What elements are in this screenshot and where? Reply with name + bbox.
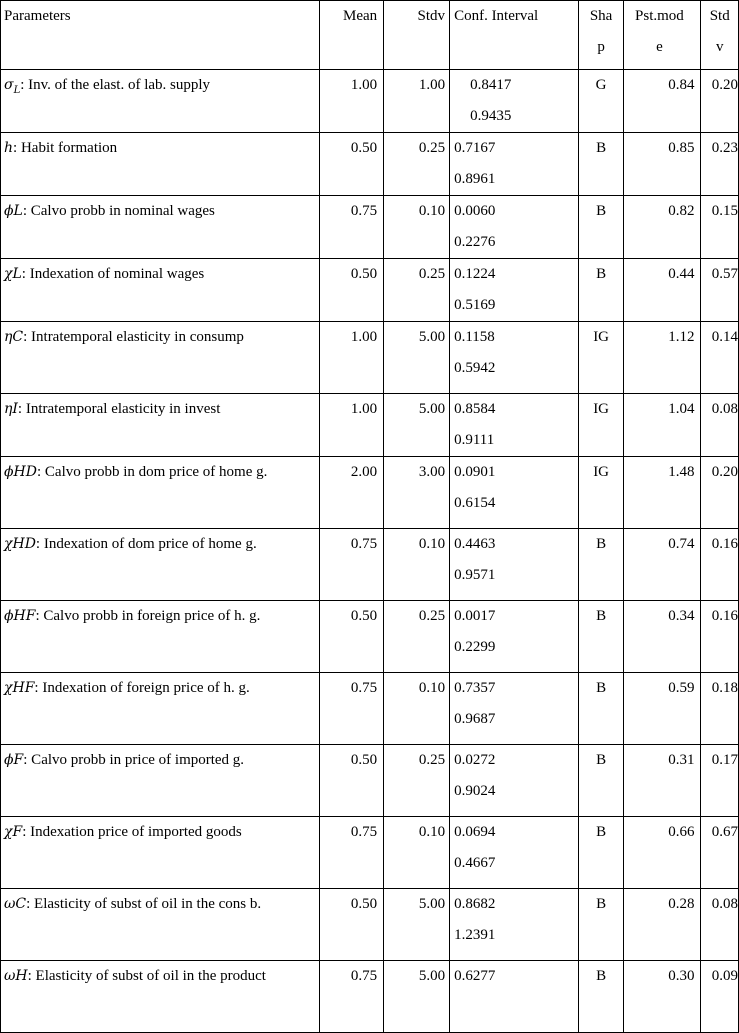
conf-interval-cell: [450, 322, 579, 394]
std-cell: 0.18: [701, 673, 739, 745]
pst-mode-cell: 0.28: [624, 889, 701, 961]
conf-interval-cell: [450, 961, 579, 1033]
std-cell: 0.08: [701, 394, 739, 457]
header-conf-interval: Conf. Interval: [450, 1, 579, 70]
param-cell: [1, 259, 320, 322]
shape-cell: B: [578, 745, 624, 817]
header-shape-line2: p: [597, 39, 605, 55]
ci-upper: 0.5169: [454, 297, 496, 313]
std-cell: 0.20: [701, 457, 739, 529]
mean-cell: 0.50: [320, 745, 384, 817]
shape-cell: B: [578, 196, 624, 259]
param-symbol: $\sigma_L$: [4, 77, 21, 96]
param-symbol: χL: [4, 266, 22, 282]
param-cell: [1, 889, 320, 961]
param-cell: [1, 745, 320, 817]
mean-cell: 1.00: [320, 394, 384, 457]
param-symbol: χF: [4, 824, 23, 840]
shape-cell: IG: [578, 322, 624, 394]
shape-cell: G: [578, 70, 624, 133]
header-pst-mode: [624, 1, 701, 70]
stdv-cell: 5.00: [384, 394, 450, 457]
param-description: : Habit formation: [13, 140, 118, 156]
shape-cell: B: [578, 529, 624, 601]
ci-lower: 0.8417: [470, 77, 512, 93]
mean-cell: 0.75: [320, 961, 384, 1033]
param-symbol: ηI: [4, 401, 18, 417]
table-row: [1, 961, 739, 1033]
std-cell: 0.20: [701, 70, 739, 133]
pst-mode-cell: 0.74: [624, 529, 701, 601]
ci-lower: 0.8682: [454, 896, 496, 912]
table-row: [1, 529, 739, 601]
ci-upper: 1.2391: [454, 927, 496, 943]
table-row: [1, 457, 739, 529]
ci-lower: 0.4463: [454, 536, 496, 552]
pst-mode-cell: 0.66: [624, 817, 701, 889]
param-symbol: ωH: [4, 968, 28, 984]
stdv-cell: 0.10: [384, 529, 450, 601]
ci-lower: 0.1158: [454, 329, 495, 345]
param-cell: [1, 673, 320, 745]
ci-lower: 0.0060: [454, 203, 496, 219]
conf-interval-cell: [450, 889, 579, 961]
table-row: [1, 601, 739, 673]
mean-cell: 0.75: [320, 196, 384, 259]
table-header-row: [1, 1, 739, 70]
param-cell: [1, 961, 320, 1033]
param-cell: [1, 457, 320, 529]
mean-cell: 1.00: [320, 322, 384, 394]
ci-lower: 0.0272: [454, 752, 496, 768]
param-description: : Indexation of dom price of home g.: [35, 536, 257, 552]
std-cell: 0.09: [701, 961, 739, 1033]
conf-interval-cell: [450, 394, 579, 457]
shape-cell: IG: [578, 394, 624, 457]
mean-cell: 0.50: [320, 259, 384, 322]
pst-mode-cell: 1.04: [624, 394, 701, 457]
stdv-cell: 0.10: [384, 673, 450, 745]
ci-upper: 0.5942: [454, 360, 496, 376]
param-cell: [1, 817, 320, 889]
stdv-cell: 0.25: [384, 745, 450, 817]
conf-interval-cell: [450, 133, 579, 196]
param-symbol: χHF: [4, 680, 35, 696]
ci-lower: 0.0901: [454, 464, 496, 480]
conf-interval-cell: [450, 196, 579, 259]
ci-upper: 0.6154: [454, 495, 496, 511]
param-symbol: ηC: [4, 329, 24, 345]
stdv-cell: 5.00: [384, 322, 450, 394]
param-symbol: ϕHF: [4, 608, 36, 624]
ci-lower: 0.7357: [454, 680, 496, 696]
stdv-cell: 5.00: [384, 961, 450, 1033]
conf-interval-cell: [450, 259, 579, 322]
header-std-line1: Std: [709, 8, 730, 24]
table-row: [1, 394, 739, 457]
table-row: [1, 673, 739, 745]
param-cell: [1, 394, 320, 457]
param-cell: [1, 70, 320, 133]
ci-upper: 0.9024: [454, 783, 496, 799]
mean-cell: 0.50: [320, 889, 384, 961]
std-cell: 0.16: [701, 529, 739, 601]
pst-mode-cell: 1.48: [624, 457, 701, 529]
ci-upper: 0.8961: [454, 171, 496, 187]
header-shape: [578, 1, 624, 70]
param-symbol-subscript: L: [13, 84, 21, 96]
param-description: : Intratemporal elasticity in invest: [17, 401, 221, 417]
shape-cell: B: [578, 673, 624, 745]
param-description: : Calvo probb in foreign price of h. g.: [35, 608, 261, 624]
param-description: : Calvo probb in dom price of home g.: [36, 464, 268, 480]
ci-upper: 0.2276: [454, 234, 496, 250]
stdv-cell: 0.25: [384, 133, 450, 196]
ci-lower: 0.0017: [454, 608, 496, 624]
std-cell: 0.16: [701, 601, 739, 673]
stdv-cell: 0.10: [384, 196, 450, 259]
mean-cell: 0.50: [320, 133, 384, 196]
param-symbol: χHD: [4, 536, 36, 552]
ci-lower: 0.7167: [454, 140, 496, 156]
param-symbol: h: [4, 140, 14, 156]
ci-upper: 0.4667: [454, 855, 496, 871]
pst-mode-cell: 0.59: [624, 673, 701, 745]
ci-upper: 0.9687: [454, 711, 496, 727]
param-description: : Calvo probb in nominal wages: [22, 203, 215, 219]
shape-cell: B: [578, 817, 624, 889]
param-description: : Intratemporal elasticity in consump: [23, 329, 244, 345]
param-symbol: ϕHD: [4, 464, 37, 480]
ci-upper: 0.9111: [454, 432, 495, 448]
header-std: [701, 1, 739, 70]
pst-mode-cell: 0.85: [624, 133, 701, 196]
param-symbol: ϕL: [4, 203, 23, 219]
param-symbol: ωC: [4, 896, 27, 912]
pst-mode-cell: 0.44: [624, 259, 701, 322]
ci-lower: 0.6277: [454, 968, 496, 984]
param-cell: [1, 322, 320, 394]
stdv-cell: 3.00: [384, 457, 450, 529]
table-row: [1, 70, 739, 133]
stdv-cell: 1.00: [384, 70, 450, 133]
ci-lower: 0.0694: [454, 824, 496, 840]
param-cell: [1, 529, 320, 601]
table-row: [1, 817, 739, 889]
header-mean: Mean: [320, 1, 384, 70]
std-cell: 0.15: [701, 196, 739, 259]
std-cell: 0.08: [701, 889, 739, 961]
param-description: : Inv. of the elast. of lab. supply: [20, 77, 211, 93]
header-shape-line1: Sha: [589, 8, 613, 24]
pst-mode-cell: 0.34: [624, 601, 701, 673]
ci-upper: 0.9571: [454, 567, 496, 583]
ci-lower: 0.1224: [454, 266, 496, 282]
pst-mode-cell: 1.12: [624, 322, 701, 394]
conf-interval-cell: [450, 529, 579, 601]
shape-cell: IG: [578, 457, 624, 529]
param-description: : Elasticity of subst of oil in the cons b.: [26, 896, 262, 912]
shape-cell: B: [578, 133, 624, 196]
shape-cell: B: [578, 961, 624, 1033]
conf-interval-cell: [450, 673, 579, 745]
table-row: [1, 133, 739, 196]
ci-upper: 0.9435: [470, 108, 512, 124]
std-cell: 0.17: [701, 745, 739, 817]
mean-cell: 0.75: [320, 817, 384, 889]
param-description: : Indexation of foreign price of h. g.: [34, 680, 250, 696]
table-row: [1, 322, 739, 394]
header-std-line2: v: [715, 39, 724, 55]
mean-cell: 1.00: [320, 70, 384, 133]
shape-cell: B: [578, 889, 624, 961]
param-description: : Calvo probb in price of imported g.: [23, 752, 245, 768]
param-cell: [1, 133, 320, 196]
mean-cell: 0.50: [320, 601, 384, 673]
pst-mode-cell: 0.82: [624, 196, 701, 259]
stdv-cell: 0.25: [384, 601, 450, 673]
mean-cell: 2.00: [320, 457, 384, 529]
std-cell: 0.23: [701, 133, 739, 196]
header-stdv: Stdv: [384, 1, 450, 70]
pst-mode-cell: 0.84: [624, 70, 701, 133]
param-cell: [1, 601, 320, 673]
stdv-cell: 0.25: [384, 259, 450, 322]
param-description: : Indexation price of imported goods: [22, 824, 242, 840]
conf-interval-cell: [450, 817, 579, 889]
conf-interval-cell: [450, 601, 579, 673]
conf-interval-cell: [450, 70, 579, 133]
param-description: : Elasticity of subst of oil in the product: [27, 968, 266, 984]
param-cell: [1, 196, 320, 259]
param-symbol: ϕF: [4, 752, 24, 768]
header-parameters: Parameters: [1, 1, 320, 70]
table-row: [1, 745, 739, 817]
conf-interval-cell: [450, 745, 579, 817]
stdv-cell: 5.00: [384, 889, 450, 961]
std-cell: 0.67: [701, 817, 739, 889]
std-cell: 0.57: [701, 259, 739, 322]
table-row: [1, 259, 739, 322]
table-row: [1, 196, 739, 259]
ci-lower: 0.8584: [454, 401, 496, 417]
shape-cell: B: [578, 601, 624, 673]
stdv-cell: 0.10: [384, 817, 450, 889]
header-pst-mode-line1: Pst.mod: [635, 8, 684, 24]
mean-cell: 0.75: [320, 673, 384, 745]
ci-upper: 0.2299: [454, 639, 496, 655]
shape-cell: B: [578, 259, 624, 322]
table-row: [1, 889, 739, 961]
header-pst-mode-line2: e: [656, 39, 663, 55]
mean-cell: 0.75: [320, 529, 384, 601]
pst-mode-cell: 0.31: [624, 745, 701, 817]
std-cell: 0.14: [701, 322, 739, 394]
pst-mode-cell: 0.30: [624, 961, 701, 1033]
conf-interval-cell: [450, 457, 579, 529]
param-description: : Indexation of nominal wages: [21, 266, 205, 282]
